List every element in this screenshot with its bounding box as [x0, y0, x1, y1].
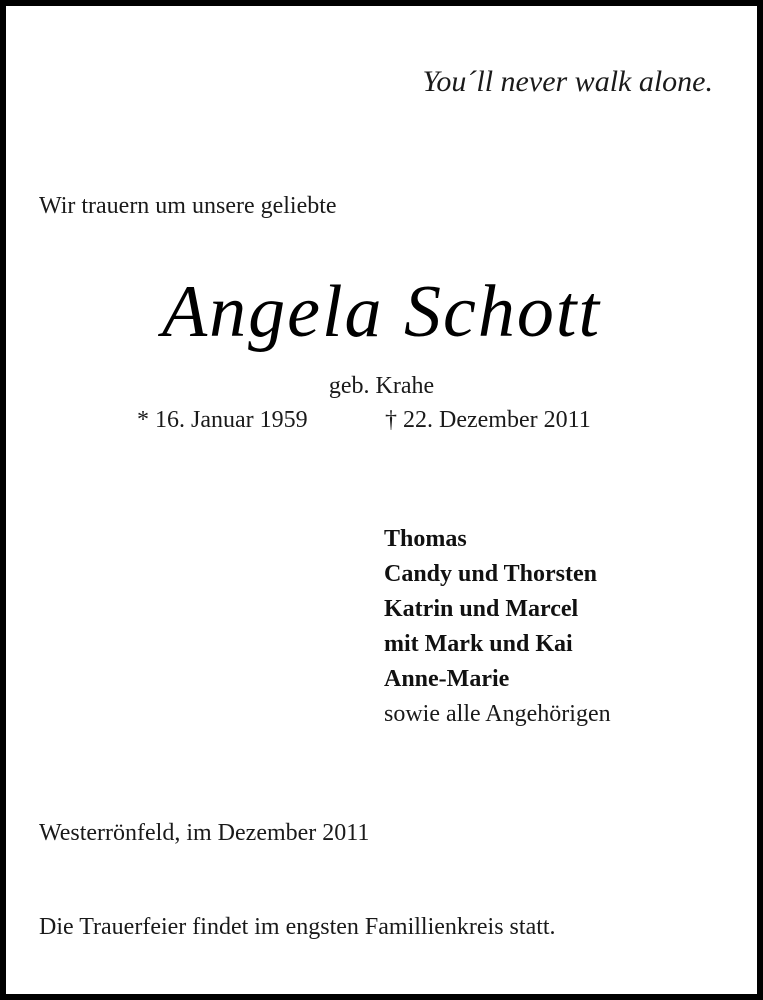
mourner-item: Anne-Marie: [384, 666, 510, 692]
mourners-list: [384, 522, 611, 732]
deceased-name: Angela Schott: [161, 271, 602, 353]
mourner-item: Candy und Thorsten: [384, 561, 597, 587]
maiden-name: geb. Krahe: [328, 373, 435, 399]
funeral-note: Die Trauerfeier findet im engsten Famillienkreis statt.: [39, 914, 556, 940]
mourner-item: mit Mark und Kai: [384, 631, 573, 657]
mourner-item: Thomas: [384, 526, 467, 552]
death-date: † 22. Dezember 2011: [385, 407, 591, 433]
mourner-item: Katrin und Marcel: [384, 596, 579, 622]
intro-text: Wir trauern um unsere geliebte: [39, 193, 337, 219]
mourner-item-relatives: sowie alle Angehörigen: [384, 701, 611, 727]
motto-text: You´ll never walk alone.: [422, 65, 713, 98]
place-date: Westerrönfeld, im Dezember 2011: [39, 820, 370, 846]
birth-date: * 16. Januar 1959: [137, 407, 308, 433]
